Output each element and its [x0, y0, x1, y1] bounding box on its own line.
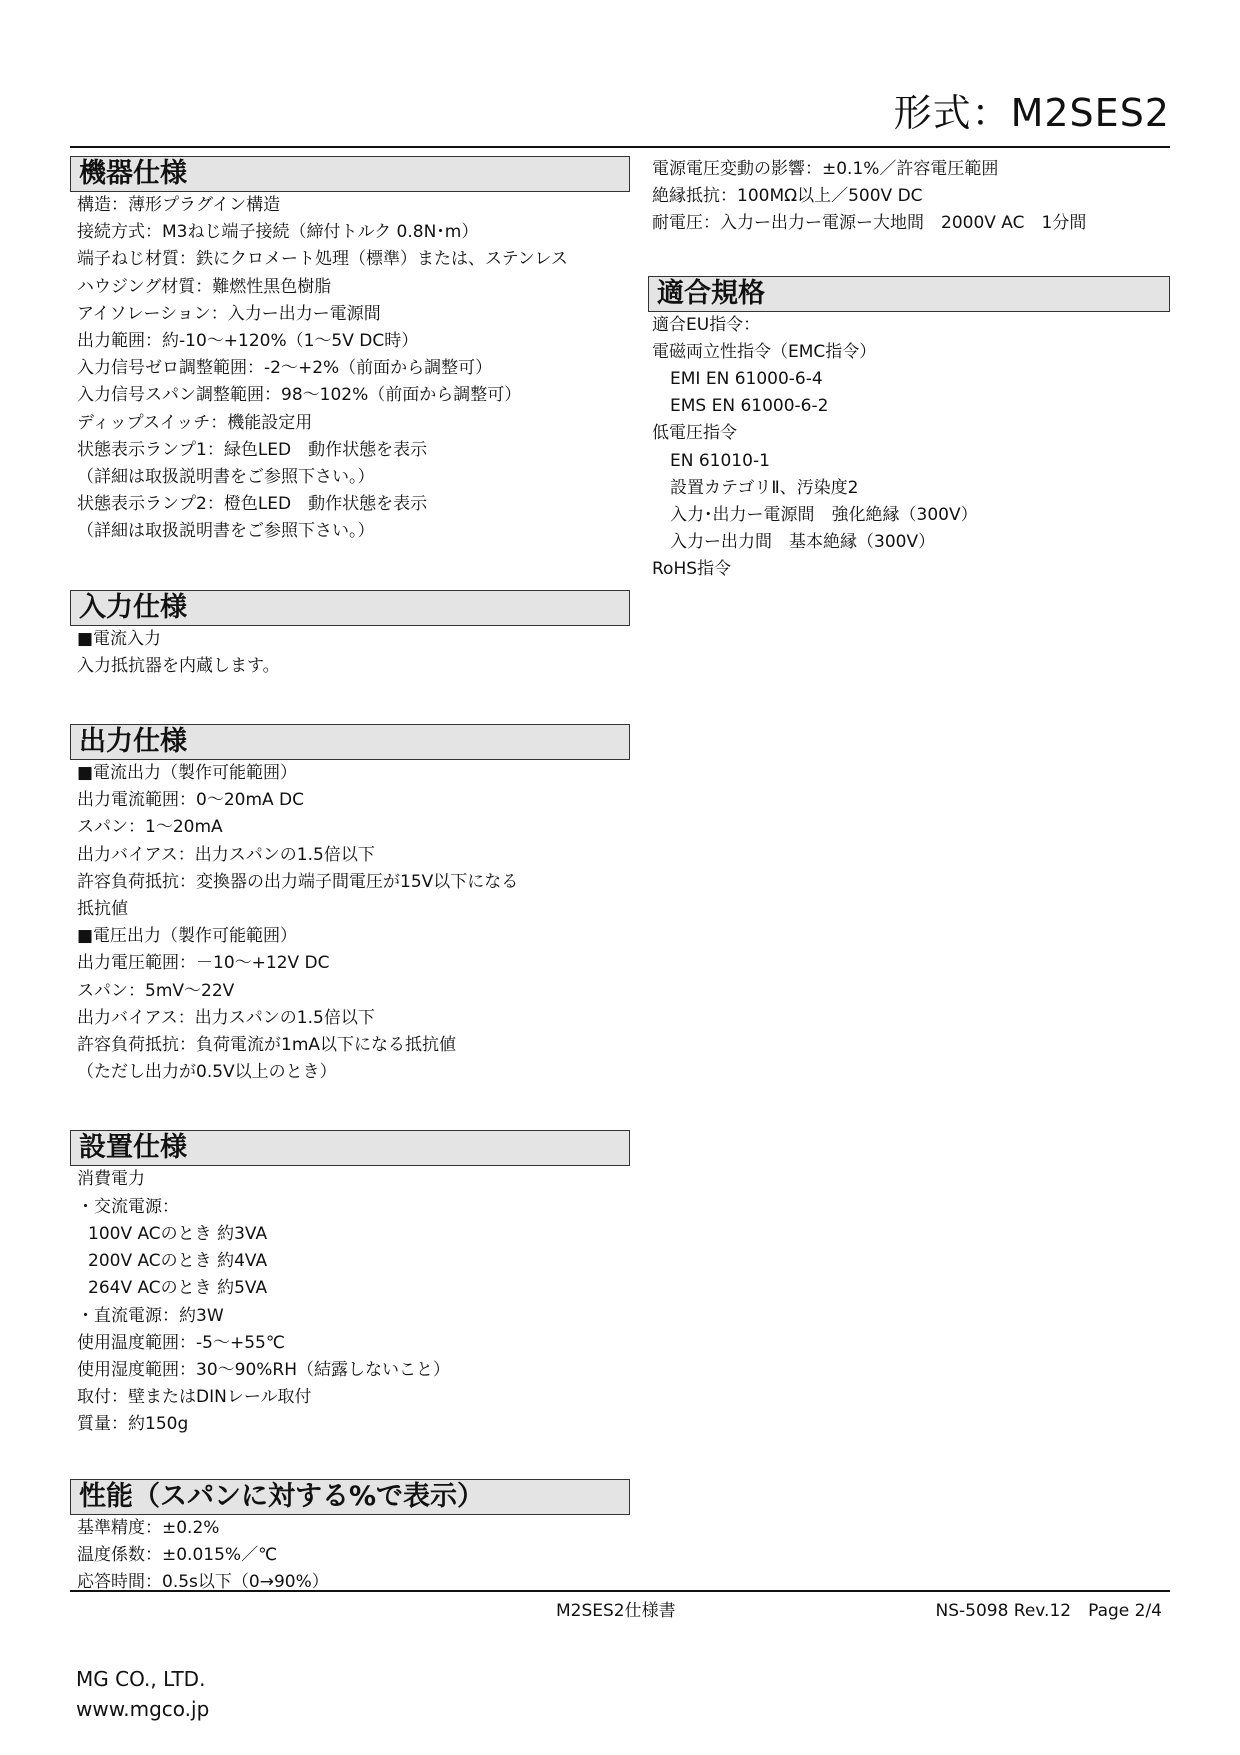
spec-line: 許容負荷抵抗：負荷電流が1mA以下になる抵抗値: [77, 1035, 457, 1056]
spec-line: ハウジング材質：難燃性黒色樹脂: [77, 276, 332, 297]
spec-line: アイソレーション：入力ー出力ー電源間: [77, 303, 381, 324]
spec-line: 設置カテゴリⅡ、汚染度2: [670, 477, 859, 498]
spec-line: 出力バイアス：出力スパンの1.5倍以下: [77, 844, 375, 865]
company-info: [76, 1664, 209, 1724]
footer-rule: [70, 1590, 1170, 1592]
spec-line: 基準精度：±0.2%: [77, 1517, 220, 1538]
spec-line: 出力電圧範囲：－10～+12V DC: [77, 953, 330, 974]
company-name: MG CO., LTD.: [76, 1667, 206, 1691]
spec-line: RoHS指令: [652, 559, 732, 580]
section-standards: [648, 276, 1170, 584]
spec-line: 入力信号ゼロ調整範囲：-2～+2%（前面から調整可）: [77, 358, 493, 379]
company-url[interactable]: www.mgco.jp: [76, 1697, 210, 1721]
spec-line: 入力ー出力間 基本絶縁（300V）: [670, 532, 936, 553]
spec-line: 状態表示ランプ1：緑色LED 動作状態を表示: [77, 439, 428, 460]
spec-line: 温度係数：±0.015%／℃: [77, 1544, 278, 1565]
spec-line: （詳細は取扱説明書をご参照下さい。）: [77, 521, 375, 542]
spec-line: 適合EU指令：: [652, 314, 761, 335]
spec-line: （ただし出力が0.5V以上のとき）: [77, 1062, 337, 1083]
spec-line: 電源電圧変動の影響：±0.1%／許容電圧範囲: [652, 159, 999, 179]
spec-line: 質量：約150g: [77, 1414, 189, 1435]
spec-line: 応答時間：0.5s以下（0→90%）: [77, 1571, 329, 1592]
spec-line: ■電流入力: [77, 628, 162, 649]
spec-line: 接続方式：M3ねじ端子接続（締付トルク 0.8N･m）: [77, 222, 479, 243]
spec-line: ディップスイッチ：機能設定用: [77, 412, 313, 433]
spec-line: 耐電圧：入力ー出力ー電源ー大地間 2000V AC 1分間: [652, 213, 1087, 234]
section-equipment: [70, 156, 630, 546]
header-rule: [70, 146, 1170, 148]
section-output: [70, 724, 630, 1086]
left-column: [70, 156, 630, 1596]
spec-line: 入力･出力ー電源間 強化絶縁（300V）: [670, 505, 978, 526]
spec-line: 電磁両立性指令（EMC指令）: [652, 341, 877, 362]
spec-line: 出力電流範囲：0～20mA DC: [77, 790, 305, 811]
section-input: [70, 590, 630, 680]
footer-document-name: M2SES2仕様書: [556, 1601, 676, 1621]
spec-line: ■電流出力（製作可能範囲）: [77, 763, 298, 784]
spec-line: スパン：5mV～22V: [77, 980, 235, 1001]
model-title: 形式：M2SES2: [893, 91, 1170, 135]
spec-line: 入力信号スパン調整範囲：98～102%（前面から調整可）: [77, 385, 522, 406]
spec-line: 200V ACのとき 約4VA: [88, 1251, 268, 1272]
section-title: 入力仕様: [70, 590, 630, 626]
spec-line: EMS EN 61000-6-2: [670, 396, 829, 417]
spec-line: 100V ACのとき 約3VA: [88, 1223, 268, 1244]
section-title: 設置仕様: [70, 1130, 630, 1166]
spec-line: 使用湿度範囲：30～90%RH（結露しないこと）: [77, 1359, 451, 1380]
spec-line: （詳細は取扱説明書をご参照下さい。）: [77, 467, 375, 488]
section-title: 機器仕様: [70, 156, 630, 192]
spec-line: 低電圧指令: [652, 423, 737, 444]
spec-line: 入力抵抗器を内蔵します。: [77, 655, 280, 676]
spec-line: 状態表示ランプ2：橙色LED 動作状態を表示: [77, 494, 428, 515]
spec-line: 許容負荷抵抗：変換器の出力端子間電圧が15V以下になる: [77, 871, 519, 892]
footer-revision: NS-5098 Rev.12 Page 2/4: [935, 1601, 1162, 1621]
section-title: 出力仕様: [70, 724, 630, 760]
spec-line: 出力バイアス：出力スパンの1.5倍以下: [77, 1007, 375, 1028]
spec-line: 取付：壁またはDINレール取付: [77, 1387, 312, 1408]
spec-line: 構造：薄形プラグイン構造: [77, 195, 281, 215]
section-performance: [70, 1479, 630, 1597]
spec-line: ・直流電源：約3W: [77, 1305, 224, 1326]
section-performance-cont: [648, 156, 1170, 238]
right-column: [648, 156, 1170, 584]
spec-line: ■電圧出力（製作可能範囲）: [77, 926, 298, 947]
spec-line: スパン：1～20mA: [77, 817, 223, 838]
spec-line: 消費電力: [77, 1169, 145, 1190]
spec-line: ・交流電源：: [77, 1196, 179, 1217]
section-install: [70, 1130, 630, 1438]
spec-line: 264V ACのとき 約5VA: [88, 1278, 268, 1299]
spec-line: 絶縁抵抗：100MΩ以上／500V DC: [652, 186, 923, 207]
spec-line: EN 61010-1: [670, 450, 770, 471]
section-title: 性能（スパンに対する%で表示）: [70, 1479, 630, 1515]
section-title: 適合規格: [648, 276, 1170, 312]
spec-line: 抵抗値: [77, 899, 128, 920]
spec-line: 使用温度範囲：-5～+55℃: [77, 1332, 285, 1353]
spec-line: 端子ねじ材質：鉄にクロメート処理（標準）または、ステンレス: [77, 249, 568, 270]
spec-line: 出力範囲：約-10～+120%（1～5V DC時）: [77, 331, 419, 352]
spec-line: EMI EN 61000-6-4: [670, 369, 823, 390]
